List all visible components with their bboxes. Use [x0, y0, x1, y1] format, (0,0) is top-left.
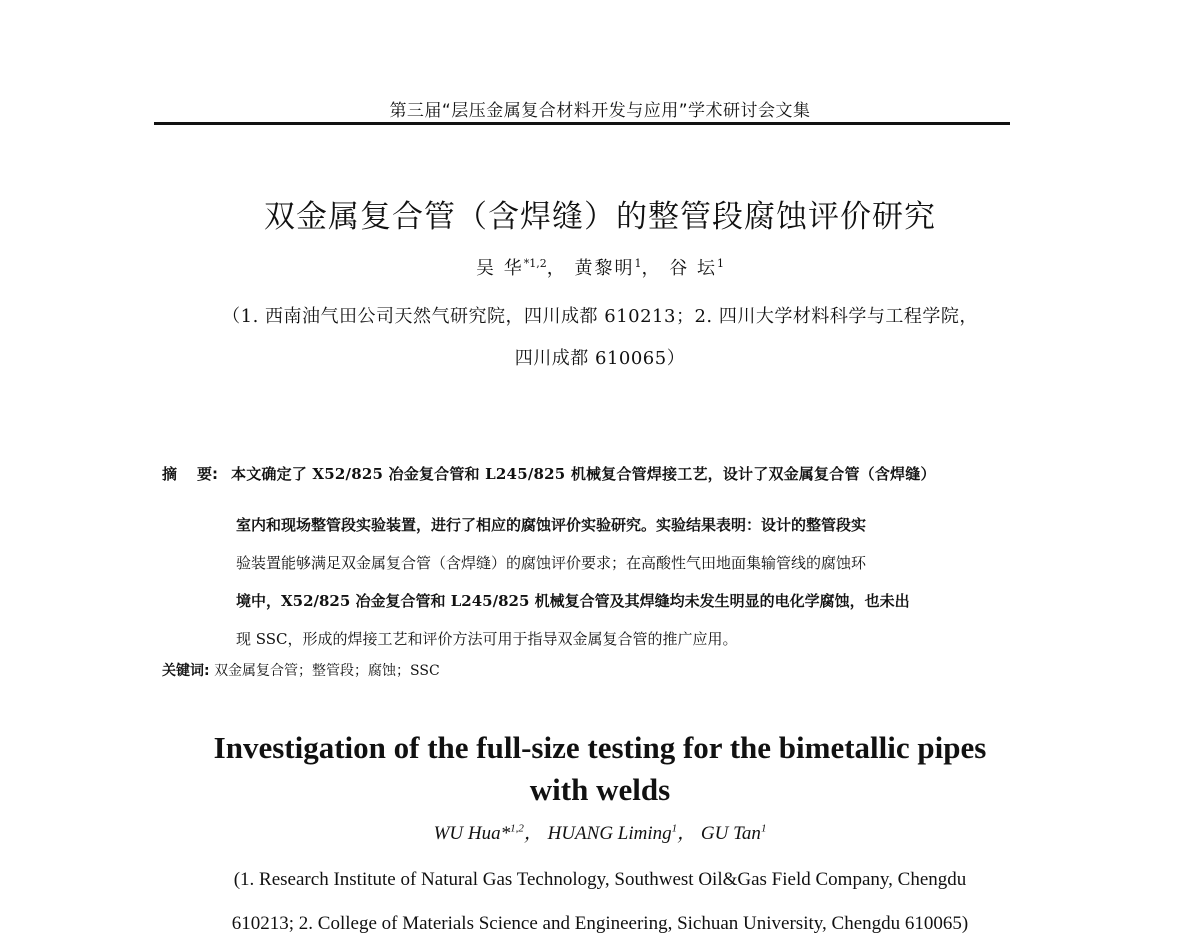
- affiliations-cn: [150, 296, 1050, 380]
- abstract-label: [162, 463, 218, 484]
- author-separator: ，: [546, 258, 567, 279]
- author-name: 吴 华: [476, 258, 524, 279]
- author-affil-mark: 1: [716, 257, 724, 270]
- author-separator: ，: [641, 258, 662, 279]
- author-name: GU Tan: [700, 823, 761, 844]
- abstract-body: [236, 506, 1016, 658]
- author-name: 谷 坛: [669, 258, 717, 279]
- keywords: [162, 660, 440, 680]
- affiliation-line: 四川成都 610065）: [514, 348, 686, 369]
- title-line: Investigation of the full-size testing for the bimetallic pipes: [213, 730, 987, 765]
- paper-title-en: [100, 727, 1100, 811]
- author-affil-mark: 1: [671, 822, 678, 835]
- abstract-line: 境中，X52/825 冶金复合管和 L245/825 机械复合管及其焊缝均未发生明显的电化学腐蚀，也未出: [236, 592, 910, 610]
- abstract-line: 室内和现场整管段实验装置，进行了相应的腐蚀评价实验研究。实验结果表明：设计的整管段实: [236, 516, 867, 534]
- title-line: with welds: [529, 772, 671, 807]
- authors-cn: [0, 254, 1200, 280]
- abstract-label-part: 摘: [162, 465, 178, 483]
- author-name: HUANG Liming: [547, 823, 672, 844]
- abstract-first-line: 本文确定了 X52/825 冶金复合管和 L245/825 机械复合管焊接工艺，设计了双金属复合管（含焊缝）: [231, 465, 936, 483]
- affiliation-line: （1. 西南油气田公司天然气研究院，四川成都 610213；2. 四川大学材料科学与工程学院，: [222, 306, 978, 327]
- running-header: 第三届“层压金属复合材料开发与应用”学术研讨会文集: [389, 101, 811, 121]
- affiliation-line: (1. Research Institute of Natural Gas Technology, Southwest Oil&Gas Field Company, Chengdu: [233, 869, 967, 890]
- abstract-label-part: 要:: [197, 465, 219, 483]
- keywords-label: 关键词:: [162, 663, 210, 679]
- author-separator: ，: [523, 823, 543, 844]
- abstract-line: 验装置能够满足双金属复合管（含焊缝）的腐蚀评价要求；在高酸性气田地面集输管线的腐蚀环: [236, 554, 867, 572]
- author-affil-mark: 1,2: [510, 822, 524, 835]
- author-affil-mark: *1,2: [523, 257, 547, 270]
- keywords-text: 双金属复合管；整管段；腐蚀；SSC: [214, 663, 440, 679]
- affiliations-en: [100, 858, 1100, 946]
- abstract-line: 现 SSC，形成的焊接工艺和评价方法可用于指导双金属复合管的推广应用。: [236, 630, 738, 648]
- author-affil-mark: 1: [760, 822, 767, 835]
- authors-en: [0, 818, 1200, 845]
- paper-title-cn: 双金属复合管（含焊缝）的整管段腐蚀评价研究: [264, 199, 936, 235]
- header-rule: [154, 122, 1010, 125]
- author-name: 黄黎明: [574, 258, 635, 279]
- author-name: WU Hua*: [433, 823, 511, 844]
- author-separator: ，: [677, 823, 697, 844]
- affiliation-line: 610213; 2. College of Materials Science and Engineering, Sichuan University, Chengdu 610065): [231, 913, 969, 934]
- author-affil-mark: 1: [634, 257, 642, 270]
